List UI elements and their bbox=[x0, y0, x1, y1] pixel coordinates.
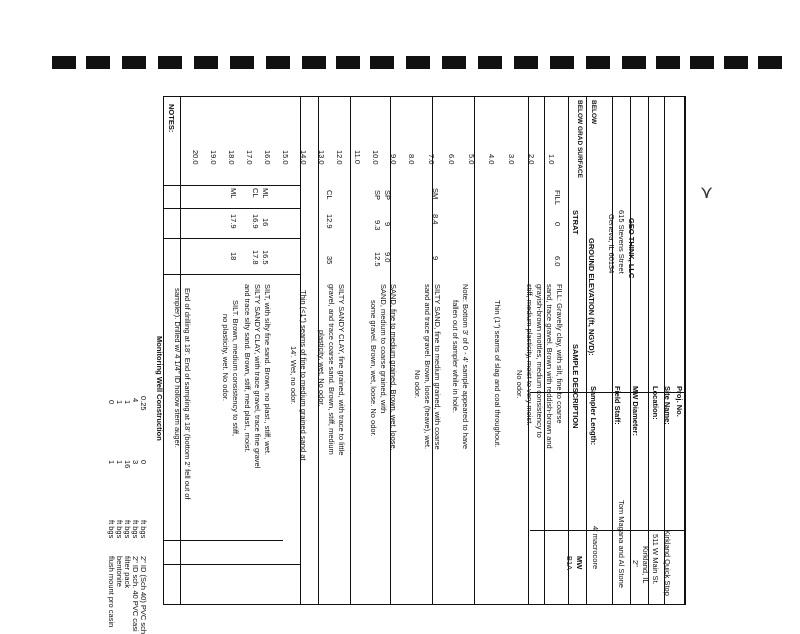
sampler-length-label: Sampler Length: bbox=[589, 386, 598, 446]
description-line: SAND, fine to medium grained. Brown, wet, loose. bbox=[389, 284, 398, 451]
mw-diameter-value: 2" bbox=[631, 560, 640, 567]
strat-n-value: 16 bbox=[261, 218, 270, 227]
strat-n-value: 12.9 bbox=[325, 214, 334, 229]
strat-n-value: 0 bbox=[553, 222, 562, 227]
strat-pid-value: 17.8 bbox=[251, 250, 260, 265]
site-name-label: Site Name: bbox=[663, 386, 672, 425]
description-line: No odor. bbox=[515, 370, 524, 399]
depth-tick: 18.0 bbox=[227, 150, 236, 165]
depth-tick: 11.0 bbox=[353, 150, 362, 165]
monitoring-desc: flush mount pro casin bbox=[107, 556, 116, 628]
description-line: grayish-brown mottles, medium consistency to bbox=[535, 284, 544, 438]
strat-n-value: 9.3 bbox=[373, 220, 382, 231]
mw-label: MW bbox=[575, 556, 584, 570]
depth-tick: 6.0 bbox=[447, 154, 456, 165]
depth-tick: 2.0 bbox=[527, 154, 536, 165]
monitoring-from: 1 bbox=[123, 400, 132, 405]
description-line: FILL: Gravelly clay, with silt, fine to coarse bbox=[555, 284, 564, 424]
depth-tick: 12.0 bbox=[335, 150, 344, 165]
company-city: Geneva, IL 60134 bbox=[607, 214, 616, 274]
depth-tick: 13.0 bbox=[317, 150, 326, 165]
description-line: sand and trace gravel. Brown, loose (heave), wet. bbox=[423, 284, 432, 450]
strat-pid-value: 9.0 bbox=[383, 252, 392, 263]
depth-tick: 10.0 bbox=[371, 150, 380, 165]
description-line: no plasticity, wet. No odor. bbox=[221, 314, 230, 401]
strat-pid-value: 6.0 bbox=[553, 256, 562, 267]
depth-tick: 8.0 bbox=[407, 154, 416, 165]
description-line: No odor. bbox=[413, 370, 422, 399]
sampler-length-value: 4' macrocore bbox=[591, 526, 600, 570]
depth-tick: 20.0 bbox=[191, 150, 200, 165]
monitoring-desc: 2" ID sch. 40 PVC casi bbox=[131, 556, 140, 632]
ground-elevation-label: GROUND ELEVATION (ft, NGVD): bbox=[587, 238, 596, 356]
description-line: and trace silty sand. Brown, stiff, med plast., moist. bbox=[243, 284, 252, 453]
mw-value: B1A bbox=[565, 556, 574, 571]
strat-pid-value: 18 bbox=[229, 252, 238, 261]
monitoring-to: 1 bbox=[115, 460, 124, 465]
location-label: Location: bbox=[651, 386, 660, 420]
depth-tick: 5.0 bbox=[467, 154, 476, 165]
depth-tick: 9.0 bbox=[389, 154, 398, 165]
strat-code: CL bbox=[325, 190, 334, 200]
depth-tick: 14.0 bbox=[299, 150, 308, 165]
depth-tick: 17.0 bbox=[245, 150, 254, 165]
location-value-1: 511 W Main St. bbox=[651, 534, 660, 585]
strat-pid-value: 9 bbox=[431, 256, 440, 261]
monitoring-to: 0 bbox=[139, 460, 148, 465]
proj-no-label: Proj. No. bbox=[675, 386, 684, 417]
strat-code: ML bbox=[229, 188, 238, 199]
monitoring-title: Monitoring Well Construction bbox=[155, 336, 164, 441]
description-line: SILTY SAND, fine to medium grained, with coarse bbox=[433, 284, 442, 450]
depth-tick: 7.0 bbox=[427, 154, 436, 165]
monitoring-to: 16 bbox=[123, 460, 132, 469]
description-line: Note: Bottom 3' of 0 - 4' sample appeared to have bbox=[461, 284, 470, 450]
depth-tick: 4.0 bbox=[487, 154, 496, 165]
description-line: SAND, medium to coarse grained, with bbox=[379, 284, 388, 414]
mw-diameter-label: MW Diameter: bbox=[631, 386, 640, 437]
strat-code: SP bbox=[373, 190, 382, 201]
description-line: Thin (<1") seams of fine to medium grained sand at bbox=[299, 290, 308, 461]
check-mark-icon: ⋎ bbox=[700, 182, 714, 202]
description-line: SILTY SANDY CLAY, fine grained, with trace to little bbox=[337, 284, 346, 456]
strat-code: CL bbox=[251, 188, 260, 198]
monitoring-unit: ft bgs bbox=[115, 520, 124, 539]
strat-pid-value: 12.5 bbox=[373, 252, 382, 267]
monitoring-unit: ft bgs bbox=[123, 520, 132, 539]
depth-tick: 1.0 bbox=[547, 154, 556, 165]
monitoring-from: 1 bbox=[115, 400, 124, 405]
site-name-value: Kirkland Quick Stop bbox=[663, 530, 672, 596]
strat-code: SM bbox=[431, 188, 440, 200]
description-line: Thin (1") seams of slag and coal throughout. bbox=[493, 300, 502, 448]
description-line: sampler). Drilled w/ 4 1/4" ID hollow stem auger. bbox=[173, 288, 182, 448]
notes-label: NOTES: bbox=[167, 104, 176, 133]
sample-description-header: SAMPLE DESCRIPTION bbox=[571, 344, 580, 429]
description-line: End of drilling at 18'. End of sampling at 18' (bottom 2' fell out of bbox=[183, 288, 192, 500]
strat-n-value: 8.4 bbox=[431, 214, 440, 225]
monitoring-unit: ft bgs bbox=[107, 520, 116, 539]
monitoring-from: 0.25 bbox=[139, 396, 148, 411]
strat-pid-value: 35 bbox=[325, 256, 334, 265]
monitoring-to: 3 bbox=[131, 460, 140, 465]
description-line: sand, trace gravel. Brown with reddish-brown and bbox=[545, 284, 554, 449]
depth-tick: 19.0 bbox=[209, 150, 218, 165]
strat-header: STRAT bbox=[571, 210, 580, 235]
description-line: SILT. Brown, medium consistency to stiff, bbox=[231, 300, 240, 437]
strat-code: ML bbox=[261, 188, 270, 199]
description-line: SILT, with silty fine sand. Brown, no plast., stiff, wet. bbox=[263, 284, 272, 456]
depth-header-below: BELOW bbox=[590, 100, 597, 125]
strat-n-value: 16.9 bbox=[251, 214, 260, 229]
description-line: SILTY SANDY CLAY, with trace gravel, trace fine gravel bbox=[253, 284, 262, 469]
company-street: 615 Stevens Street bbox=[617, 210, 626, 274]
monitoring-from: 4 bbox=[131, 398, 140, 403]
description-line: some gravel. Brown, wet, loose. No odor. bbox=[369, 300, 378, 437]
monitoring-unit: ft bgs bbox=[131, 520, 140, 539]
monitoring-from: 0 bbox=[107, 400, 116, 405]
description-line: stiff, medium plasticity, moist to very moist. bbox=[525, 284, 534, 426]
company-name: GEO THINK, LLC bbox=[627, 218, 636, 279]
description-line: gravel, and trace coarse sand. Brown, stiff, medium bbox=[327, 284, 336, 455]
depth-tick: 15.0 bbox=[281, 150, 290, 165]
description-line: fallen out of sampler while in hole. bbox=[451, 300, 460, 413]
field-staff-value: Tom Magana and Al Stone bbox=[617, 500, 626, 588]
depth-header: BELOW GRAD SURFACE bbox=[576, 100, 583, 178]
monitoring-desc: 2" ID (Sch 40) PVC sch bbox=[139, 556, 148, 634]
strat-n-value: 9 bbox=[383, 222, 392, 227]
depth-tick: 3.0 bbox=[507, 154, 516, 165]
monitoring-desc: filter pack bbox=[123, 556, 132, 589]
monitoring-to: 1 bbox=[107, 460, 116, 465]
strat-n-value: 17.9 bbox=[229, 214, 238, 229]
depth-tick: 16.0 bbox=[263, 150, 272, 165]
monitoring-desc: bentonite bbox=[115, 556, 124, 587]
description-line: plasticity, wet. No odor. bbox=[317, 330, 326, 407]
strat-code: FILL bbox=[553, 190, 562, 206]
strat-code: SP bbox=[383, 190, 392, 201]
field-staff-label: Field Staff: bbox=[613, 386, 622, 425]
location-value-2: Kirkland, IL bbox=[641, 546, 650, 584]
monitoring-unit: ft bgs bbox=[139, 520, 148, 539]
strat-pid-value: 16.5 bbox=[261, 250, 270, 265]
description-line: 14'. Wet, no odor. bbox=[289, 346, 298, 405]
